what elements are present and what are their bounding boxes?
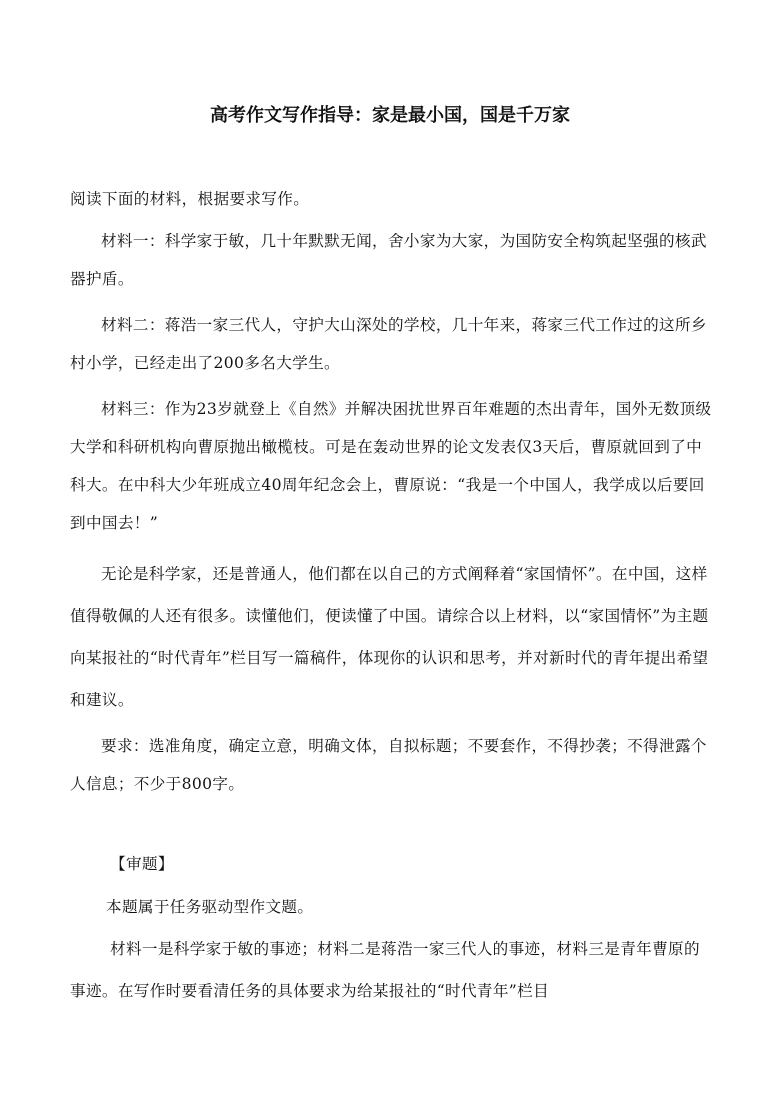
requirements-paragraph: 要求：选准角度，确定立意，明确文体，自拟标题；不要套作，不得抄袭；不得泄露个人信息；不少于800字。 [70,737,707,793]
intro-paragraph: 阅读下面的材料，根据要求写作。 [70,190,310,208]
review-type-paragraph: 本题属于任务驱动型作文题。 [106,898,314,916]
review-detail-paragraph: 材料一是科学家于敏的事迹；材料二是蒋浩一家三代人的事迹，材料三是青年曹原的事迹。在写作时要看清任务的具体要求为给某报社的“时代青年”栏目 [70,940,700,1000]
material-two-paragraph: 材料二：蒋浩一家三代人，守护大山深处的学校，几十年来，蒋家三代工作过的这所乡村小学，已经走出了200多名大学生。 [70,316,707,372]
task-paragraph: 无论是科学家，还是普通人，他们都在以自己的方式阐释着“家国情怀”。在中国，这样值得敬佩的人还有很多。读懂他们，便读懂了中国。请综合以上材料，以“家国情怀”为主题向某报社的“时代青年”栏目写一篇稿件，体现你的认识和思考，并对新时代的青年提出希望和建议。 [70,565,709,709]
review-heading: 【审题】 [110,855,174,873]
material-three-paragraph: 材料三：作为23岁就登上《自然》并解决困扰世界百年难题的杰出青年，国外无数顶级大学和科研机构向曹原抛出橄榄枝。可是在轰动世界的论文发表仅3天后，曹原就回到了中科大。在中科大少年班成立40周年纪念会上，曹原说：“我是一个中国人，我学成以后要回到中国去！” [70,400,712,532]
material-one-paragraph: 材料一：科学家于敏，几十年默默无闻，舍小家为大家，为国防安全构筑起坚强的核武器护盾。 [70,232,707,288]
document-title: 高考作文写作指导：家是最小国，国是千万家 [210,105,570,126]
